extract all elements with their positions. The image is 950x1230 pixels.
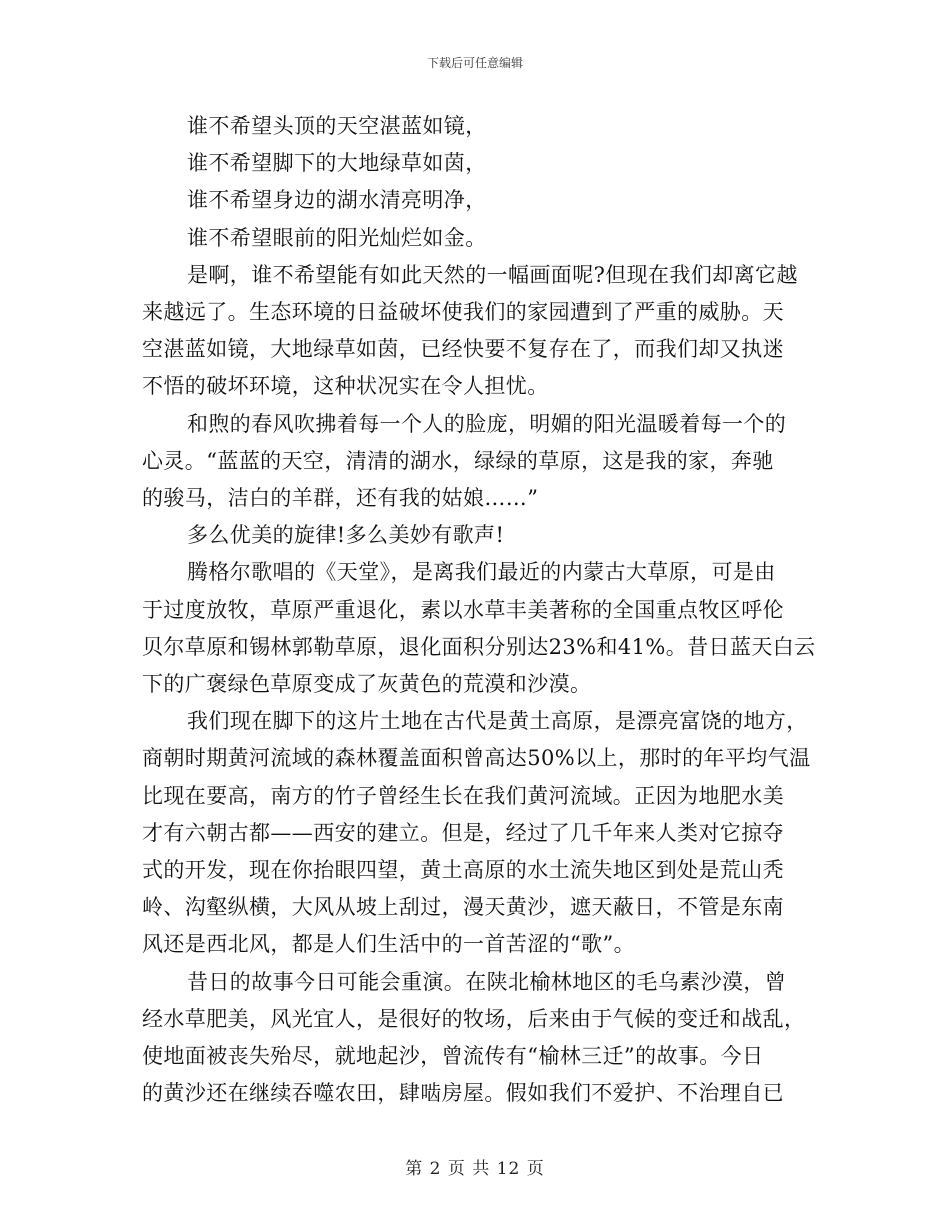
text-line: 式的开发，现在你抬眼四望，黄土高原的水土流失地区到处是荒山秃: [142, 858, 784, 883]
text-line: 的黄沙还在继续吞噬农田，肆啮房屋。假如我们不爱护、不治理自已: [142, 1081, 784, 1106]
text-line: 岭、沟壑纵横，大风从坡上刮过，漫天黄沙，遮天蔽日，不管是东南: [142, 895, 784, 920]
text-line: 心灵。“蓝蓝的天空，清清的湖水，绿绿的草原，这是我的家，奔驰: [142, 448, 774, 473]
text-line: 风还是西北风，都是人们生活中的一首苦涩的“歌”。: [142, 932, 636, 957]
page-footer: 第 2 页 共 12 页: [405, 1159, 545, 1179]
text-line: 谁不希望身边的湖水清亮明净，: [187, 188, 487, 213]
text-line: 空湛蓝如镜，大地绿草如茵，已经快要不复存在了，而我们却又执迷: [142, 337, 784, 362]
text-line: 使地面被丧失殆尽，就地起沙，曾流传有“榆林三迁”的故事。今日: [142, 1044, 764, 1069]
page-header: 下载后可任意编辑: [426, 56, 523, 70]
text-line: 谁不希望头顶的天空湛蓝如镜，: [187, 114, 487, 138]
text-line: 比现在要高，南方的竹子曾经生长在我们黄河流域。正因为地肥水美: [142, 783, 784, 808]
text-line: 商朝时期黄河流域的森林覆盖面积曾高达50%以上，那时的年平均气温: [142, 746, 811, 771]
text-line: 腾格尔歌唱的《天堂》，是离我们最近的内蒙古大草原，可是由: [187, 560, 776, 585]
text-line: 才有六朝古都——西安的建立。但是，经过了几千年来人类对它掠夺: [142, 820, 784, 845]
text-line: 谁不希望脚下的大地绿草如茵，: [187, 151, 487, 176]
text-line: 经水草肥美，风光宜人，是很好的牧场，后来由于气候的变迁和战乱，: [142, 1006, 806, 1031]
text-line: 和煦的春风吹拂着每一个人的脸庞，明媚的阳光温暖着每一个的: [187, 411, 787, 436]
body-text: [142, 108, 816, 1112]
text-line: 的骏马，洁白的羊群，还有我的姑娘……”: [142, 486, 539, 511]
text-line: 贝尔草原和锡林郭勒草原，退化面积分别达23%和41%。昔日蓝天白云: [142, 634, 816, 659]
text-line: 多么优美的旋律!多么美妙有歌声!: [187, 523, 505, 548]
text-line: 来越远了。生态环境的日益破坏使我们的家园遭到了严重的威胁。天: [142, 300, 784, 325]
text-line: 是啊，谁不希望能有如此天然的一幅画面呢?但现在我们却离它越: [187, 262, 798, 287]
text-line: 谁不希望眼前的阳光灿烂如金。: [187, 225, 487, 250]
text-line: 于过度放牧，草原严重退化，素以水草丰美著称的全国重点牧区呼伦: [142, 597, 784, 622]
text-line: 昔日的故事今日可能会重演。在陕北榆林地区的毛乌素沙漠，曾: [187, 969, 787, 994]
text-line: 下的广褒绿色草原变成了灰黄色的荒漠和沙漠。: [142, 672, 592, 697]
text-line: 不悟的破坏环境，这种状况实在令人担忧。: [142, 374, 549, 399]
text-line: 我们现在脚下的这片土地在古代是黄土高原，是漂亮富饶的地方，: [187, 709, 808, 734]
